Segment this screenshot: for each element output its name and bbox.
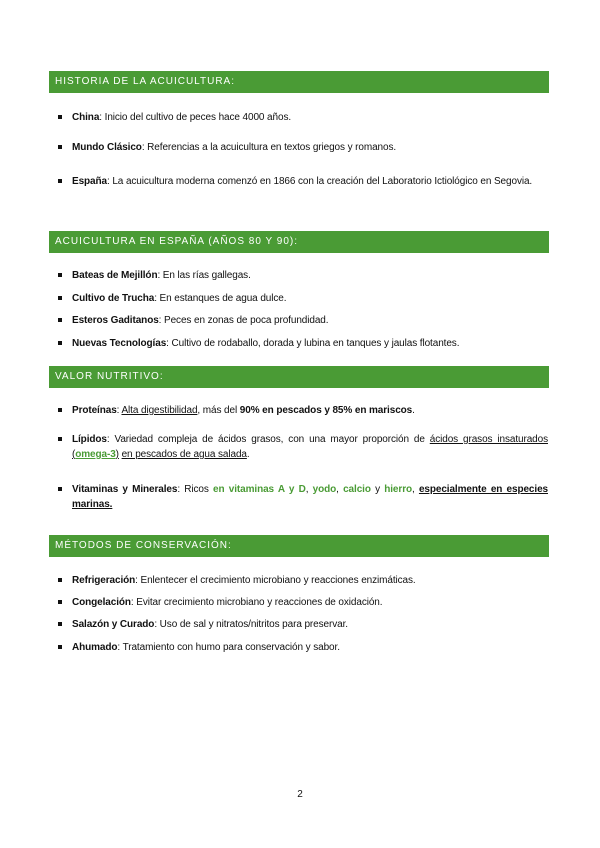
item-text: : En las rías gallegas.: [157, 270, 251, 281]
item-label: Salazón y Curado: [72, 619, 155, 630]
bullet-icon: [58, 408, 62, 412]
item-label: Bateas de Mejillón: [72, 270, 158, 281]
list-item: [58, 174, 548, 189]
item-text: : Variedad compleja de ácidos grasos, con una mayor proporción de: [106, 434, 430, 445]
bullet-icon: [58, 487, 62, 491]
page-number: 2: [297, 789, 303, 800]
underlined-text: especialmente en especies marinas.: [72, 484, 548, 510]
highlight-text: hierro: [384, 484, 412, 495]
item-label: Nuevas Tecnologías: [72, 338, 167, 349]
list-item: [58, 291, 548, 306]
item-label: Lípidos: [72, 434, 107, 445]
list-item: [58, 640, 548, 655]
underlined-text: ácidos grasos insaturados (: [72, 434, 548, 460]
bullet-icon: [58, 318, 62, 322]
bullet-icon: [58, 273, 62, 277]
list-item: [58, 595, 548, 610]
item-label: Ahumado: [72, 642, 118, 653]
bullet-icon: [58, 437, 62, 441]
underlined-text: en pescados de agua salada: [121, 449, 247, 460]
item-text: : Evitar crecimiento microbiano y reacciones de oxidación.: [130, 597, 383, 608]
item-text: y: [370, 484, 385, 495]
list-item: [58, 268, 548, 283]
item-text: ,: [336, 484, 344, 495]
item-label: Congelación: [72, 597, 131, 608]
item-text: : La acuicultura moderna comenzó en 1866 con la creación del Laboratorio Ictiológico en Segovia.: [106, 176, 533, 187]
underlined-text: ): [115, 449, 119, 460]
list-item: [58, 573, 548, 588]
highlight-text: calcio: [343, 484, 371, 495]
item-text: :: [116, 405, 122, 416]
list-item: [58, 313, 548, 328]
underlined-text: Alta digestibilidad: [121, 405, 198, 416]
list-item: [58, 336, 548, 351]
section-header-espana: ACUICULTURA EN ESPAÑA (AÑOS 80 Y 90):: [49, 231, 549, 253]
list-item: [58, 617, 548, 632]
item-text: : Peces en zonas de poca profundidad.: [158, 315, 329, 326]
list-item-proteinas: [58, 403, 548, 418]
item-label: Esteros Gaditanos: [72, 315, 159, 326]
item-text: : Referencias a la acuicultura en textos griegos y romanos.: [141, 142, 397, 153]
item-text: : Cultivo de rodaballo, dorada y lubina en tanques y jaulas flotantes.: [166, 338, 460, 349]
list-item: [58, 110, 548, 125]
item-text: : Enlentecer el crecimiento microbiano y reacciones enzimáticas.: [135, 575, 416, 586]
item-text: : Ricos: [177, 484, 214, 495]
bullet-icon: [58, 341, 62, 345]
item-label: China: [72, 112, 100, 123]
item-text: : Uso de sal y nitratos/nitritos para preservar.: [154, 619, 348, 630]
bullet-icon: [58, 578, 62, 582]
bullet-icon: [58, 115, 62, 119]
item-text: ,: [305, 484, 313, 495]
item-label: Vitaminas y Minerales: [72, 484, 178, 495]
list-item: [58, 140, 548, 155]
bullet-icon: [58, 622, 62, 626]
item-label: Cultivo de Trucha: [72, 293, 155, 304]
item-text: : Tratamiento con humo para conservación y sabor.: [117, 642, 340, 653]
item-text: : Inicio del cultivo de peces hace 4000 años.: [99, 112, 292, 123]
item-label: Refrigeración: [72, 575, 136, 586]
item-text: : En estanques de agua dulce.: [154, 293, 287, 304]
item-label: Proteínas: [72, 405, 117, 416]
bullet-icon: [58, 145, 62, 149]
bullet-icon: [58, 600, 62, 604]
list-item-vitaminas: [58, 482, 548, 512]
highlight-text: en vitaminas A y D: [213, 484, 306, 495]
bullet-icon: [58, 296, 62, 300]
bold-text: 90% en pescados y 85% en mariscos: [239, 405, 413, 416]
section-header-valor: VALOR NUTRITIVO:: [49, 366, 549, 388]
list-item-lipidos: [58, 432, 548, 462]
section-header-metodos: MÉTODOS DE CONSERVACIÓN:: [49, 535, 549, 557]
item-text: , más del: [197, 405, 240, 416]
item-text: .: [246, 449, 250, 460]
item-text: ,: [412, 484, 419, 495]
bullet-icon: [58, 179, 62, 183]
section-header-historia: HISTORIA DE LA ACUICULTURA:: [49, 71, 549, 93]
bullet-icon: [58, 645, 62, 649]
highlight-text: yodo: [312, 484, 337, 495]
item-label: Mundo Clásico: [72, 142, 142, 153]
item-label: España: [72, 176, 107, 187]
highlight-text: omega-3: [75, 449, 116, 460]
item-text: .: [412, 405, 415, 416]
